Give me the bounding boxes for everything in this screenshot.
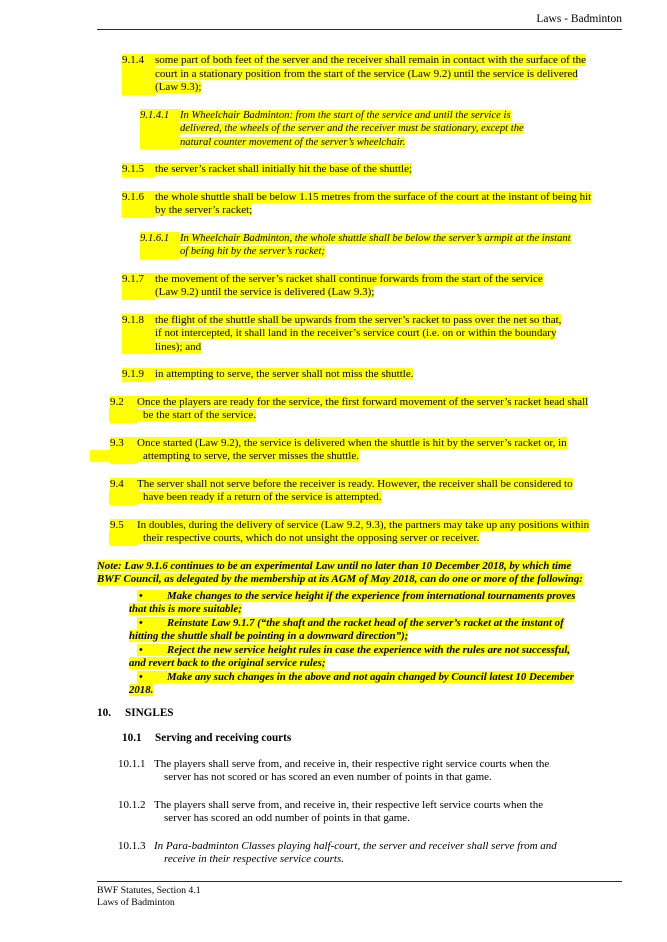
bullet-line: that this is more suitable;: [129, 603, 242, 615]
law-line: attempting to serve, the server misses the shuttle.: [143, 450, 622, 464]
note-line: BWF Council, as delegated by the membership at its AGM of May 2018, can do one or more of the following:: [97, 573, 583, 585]
law-item-10-1-2: [97, 799, 622, 826]
law-item-9-1-6: [97, 191, 622, 218]
subsection-number: 10.1: [122, 731, 142, 744]
law-item-9-5: [97, 519, 622, 546]
law-number: 9.1.8: [122, 314, 155, 355]
law-line: In Wheelchair Badminton, the whole shuttle shall be below the server’s armpit at the instant: [180, 232, 571, 244]
law-item-9-4: [97, 478, 622, 505]
note-line: Note: Law 9.1.6 continues to be an experimental Law until no later than 10 December 2018, by which time: [97, 559, 572, 572]
law-line: of being hit by the server’s racket;: [180, 246, 325, 257]
law-line: the movement of the server’s racket shall continue forwards from the start of the service: [155, 272, 543, 285]
experimental-note: [97, 560, 622, 587]
law-item-9-3: [97, 437, 622, 464]
footer-rule: [97, 881, 622, 882]
law-number: 9.1.4: [122, 54, 155, 95]
law-number: 9.1.9: [122, 368, 155, 382]
law-number: 10.1.3: [118, 839, 146, 852]
bullet-item: [97, 590, 622, 617]
law-line: the server’s racket shall initially hit the base of the shuttle;: [155, 163, 413, 175]
bullet-icon: •: [139, 589, 143, 602]
header-title: Laws - Badminton: [536, 13, 622, 25]
law-line: the flight of the shuttle shall be upwards from the server’s racket to pass over the net so that,: [155, 313, 562, 326]
law-line: server has scored an odd number of points in that game.: [164, 812, 410, 824]
law-line: their respective courts, which do not unsight the opposing server or receiver.: [143, 532, 622, 546]
law-line: some part of both feet of the server and the receiver shall remain in contact with the surface of the: [155, 54, 586, 66]
law-line: have been ready if a return of the service is attempted.: [143, 491, 622, 505]
law-item-9-1-4-1: [97, 109, 622, 150]
bullet-line: hitting the shuttle shall be pointing in a downward direction”);: [129, 630, 409, 642]
law-number: 10.1.1: [118, 757, 146, 770]
bullet-line: • Make changes to the service height if the experience from international tournaments proves: [139, 589, 576, 602]
bullet-line: • Reinstate Law 9.1.7 (“the shaft and the racket head of the server’s racket at the instant of: [139, 616, 564, 629]
page-header: [0, 0, 667, 30]
bullet-icon: •: [139, 670, 143, 683]
law-line: Once started (Law 9.2), the service is delivered when the shuttle is hit by the server’s racket or, in: [137, 436, 567, 449]
section-heading-10: [97, 707, 622, 719]
law-line: delivered, the wheels of the server and the receiver must be stationary, except the: [180, 123, 524, 134]
bullet-item: [97, 671, 622, 698]
law-line: The server shall not serve before the receiver is ready. However, the receiver shall be considered to: [137, 477, 573, 490]
law-item-9-1-4: [97, 54, 622, 95]
footer-line-1: BWF Statutes, Section 4.1: [97, 885, 201, 896]
bullet-item: [97, 644, 622, 671]
law-number: 9.1.7: [122, 273, 155, 300]
law-number: 9.3: [110, 437, 137, 464]
law-item-10-1-3: [97, 840, 622, 867]
bullet-icon: •: [139, 643, 143, 656]
law-line: receive in their respective service courts.: [164, 853, 344, 865]
law-line: In Para-badminton Classes playing half-court, the server and receiver shall serve from and: [154, 839, 557, 852]
law-number: 9.5: [110, 519, 137, 546]
law-line: by the server’s racket;: [155, 204, 253, 216]
law-line: The players shall serve from, and receive in, their respective left service courts when the: [154, 798, 544, 811]
law-line: In Wheelchair Badminton: from the start of the service and until the service is: [180, 109, 511, 121]
subsection-title: Serving and receiving courts: [155, 731, 292, 744]
law-line: in attempting to serve, the server shall not miss the shuttle.: [155, 368, 414, 380]
law-line: if not intercepted, it shall land in the receiver’s service court (i.e. on or within the boundary: [155, 327, 557, 339]
law-number: 9.1.6.1: [140, 232, 180, 259]
bullet-item: [97, 617, 622, 644]
law-line: lines); and: [155, 340, 202, 353]
bullet-list: [97, 590, 622, 698]
law-item-9-1-7: [97, 273, 622, 300]
bullet-line: and revert back to the original service rules;: [129, 657, 326, 669]
law-line: server has not scored or has scored an even number of points in that game.: [164, 771, 492, 783]
law-item-9-1-9: [97, 368, 622, 382]
law-item-9-1-8: [97, 314, 622, 355]
bullet-line: • Reject the new service height rules in case the experience with the rules are not successful,: [139, 643, 571, 656]
law-line: Once the players are ready for the service, the first forward movement of the server’s racket head shall: [137, 395, 589, 408]
law-item-9-1-5: [97, 163, 622, 177]
law-line: In doubles, during the delivery of service (Law 9.2, 9.3), the partners may take up any positions within: [137, 518, 590, 531]
page-content: [0, 30, 667, 867]
bullet-line: 2018.: [129, 684, 154, 696]
law-number: 9.1.5: [122, 163, 155, 177]
law-line: court in a stationary position from the start of the service (Law 9.2) until the service is delivered: [155, 67, 578, 80]
law-line: (Law 9.2) until the service is delivered (Law 9.3);: [155, 286, 375, 298]
law-item-10-1-1: [97, 758, 622, 785]
footer-line-2: Laws of Badminton: [97, 897, 175, 908]
page-footer: [97, 881, 622, 909]
law-line: natural counter movement of the server’s wheelchair.: [180, 136, 406, 148]
law-number: 10.1.2: [118, 798, 146, 811]
law-number: 9.1.6: [122, 191, 155, 218]
subsection-heading-10-1: [97, 732, 622, 744]
law-line: the whole shuttle shall be below 1.15 metres from the surface of the court at the instant of being hit: [155, 190, 592, 203]
bullet-icon: •: [139, 616, 143, 629]
section-title: SINGLES: [125, 706, 174, 719]
section-number: 10.: [97, 706, 111, 719]
law-number: 9.1.4.1: [140, 109, 180, 150]
law-number: 9.4: [110, 478, 137, 505]
law-line: be the start of the service.: [143, 409, 622, 423]
law-line: The players shall serve from, and receive in, their respective right service courts when the: [154, 757, 550, 770]
law-item-9-2: [97, 396, 622, 423]
law-item-9-1-6-1: [97, 232, 622, 259]
law-number: 9.2: [110, 396, 137, 423]
law-line: (Law 9.3);: [155, 81, 202, 93]
bullet-line: • Make any such changes in the above and not again changed by Council latest 10 December: [139, 670, 574, 683]
